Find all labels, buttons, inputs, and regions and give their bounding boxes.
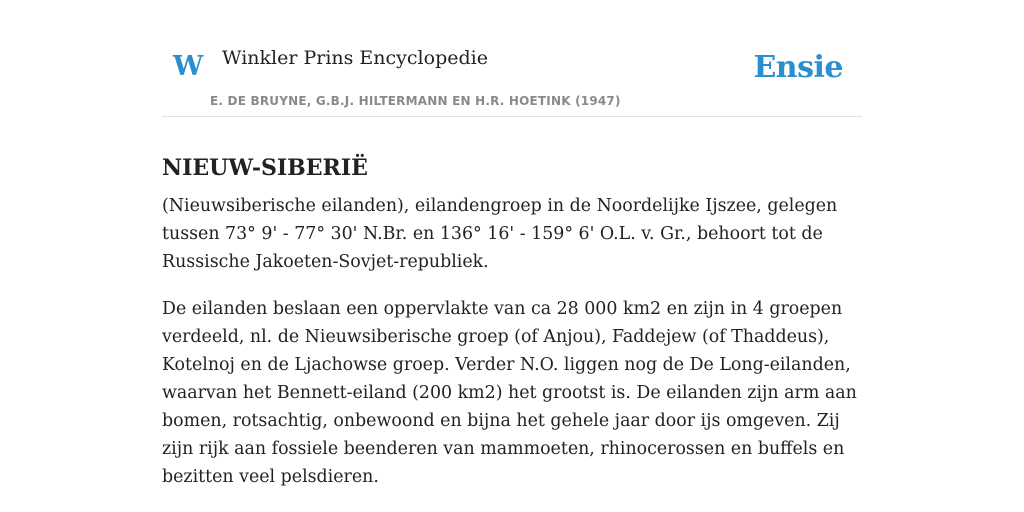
winkler-prins-logo[interactable]: W <box>173 51 204 82</box>
ensie-logo[interactable]: Ensie <box>753 50 843 85</box>
publication-authors: E. DE BRUYNE, G.B.J. HILTERMANN EN H.R. HOETINK (1947) <box>210 94 621 108</box>
article-title: NIEUW-SIBERIË <box>162 154 368 181</box>
publication-title[interactable]: Winkler Prins Encyclopedie <box>222 47 488 69</box>
article-body <box>162 192 862 510</box>
article-paragraph: (Nieuwsiberische eilanden), eilandengroep in de Noordelijke Ijszee, gelegen tussen 73° 9' - 77° 30' N.Br. en 136° 16' - 159° 6' O.L. v. Gr., behoort tot de Russische Jakoeten-Sovjet-republiek. <box>162 196 838 272</box>
article-paragraph: De eilanden beslaan een oppervlakte van ca 28 000 km2 en zijn in 4 groepen verdeeld, nl. de Nieuwsiberische groep (of Anjou), Faddejew (of Thaddeus), Kotelnoj en de Ljachowse groep. Verder N.O. liggen nog de De Long-eilanden, waarvan het Bennett-eiland (200 km2) het grootst is. De eilanden zijn arm aan bomen, rotsachtig, onbewoond en bijna het gehele jaar door ijs omgeven. Zij zijn rijk aan fossiele beenderen van mammoeten, rhinocerossen en buffels en bezitten veel pelsdieren. <box>162 299 857 487</box>
page-header <box>162 40 862 117</box>
